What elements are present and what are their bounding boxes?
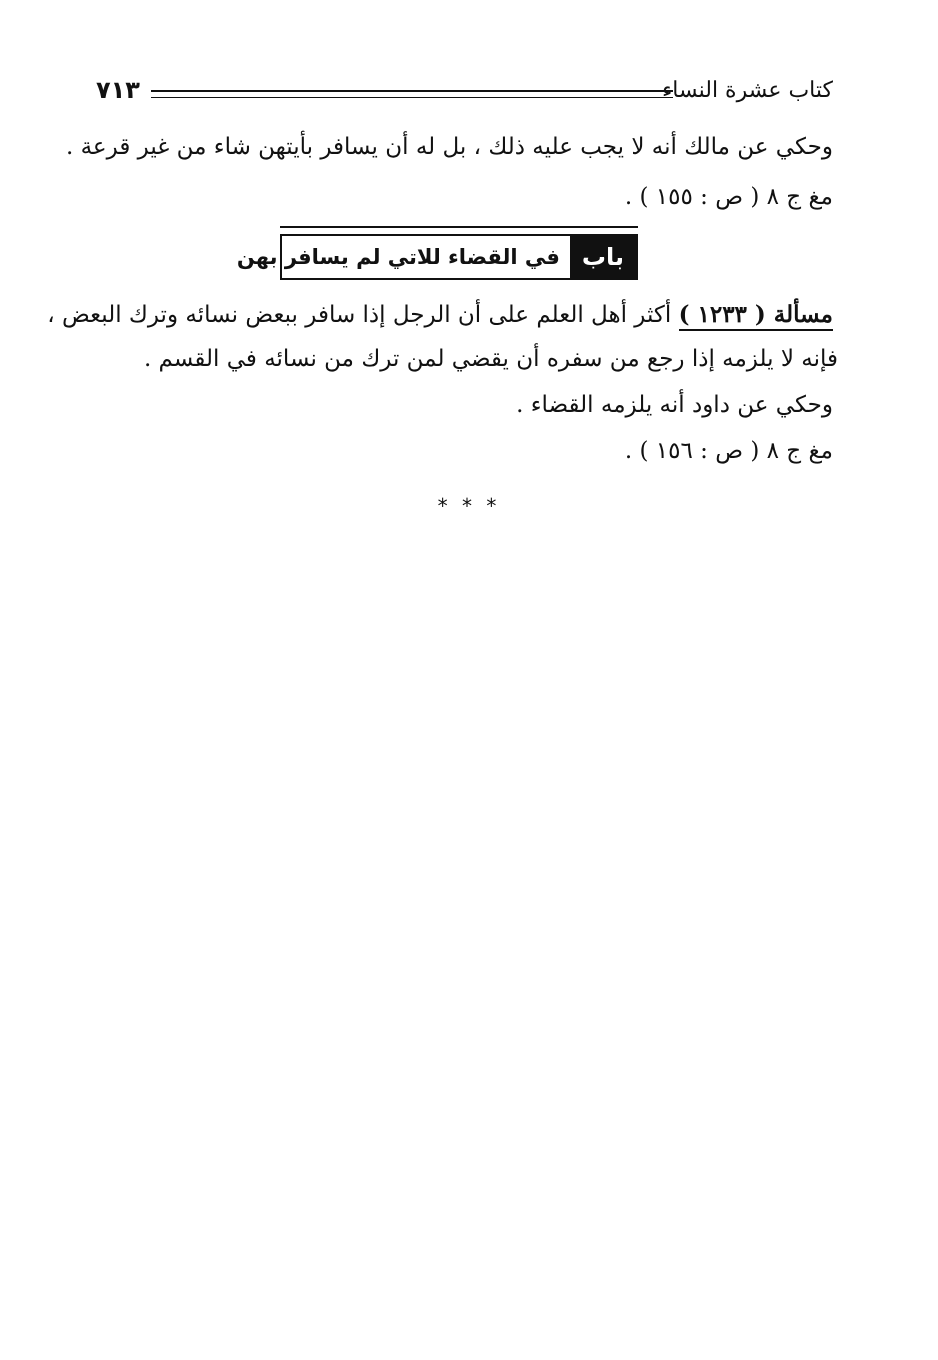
chapter-heading	[236, 226, 638, 280]
reference-line-1: مغ ج ٨ ( ص : ١٥٥ ) .	[624, 184, 833, 210]
section-separator: * * *	[437, 494, 501, 518]
page-number: ٧١٣	[96, 76, 140, 104]
issue-line	[47, 300, 833, 330]
issue-label: مسألة ( ١٢٣٣ )	[679, 301, 833, 331]
chapter-label: باب	[570, 236, 636, 278]
reference-line-2: مغ ج ٨ ( ص : ١٥٦ ) .	[624, 438, 833, 464]
chapter-box	[236, 234, 638, 280]
chapter-title: في القضاء للاتي لم يسافر بهن	[236, 245, 560, 269]
chapter-top-rule	[280, 226, 638, 228]
text-line-1: وحكي عن مالك أنه لا يجب عليه ذلك ، بل له أن يسافر بأيتهن شاء من غير قرعة .	[65, 134, 833, 160]
text-line-3: فإنه لا يلزمه إذا رجع من سفره أن يقضي لمن ترك من نسائه في القسم .	[143, 346, 838, 372]
issue-text: أكثر أهل العلم على أن الرجل إذا سافر ببعض نسائه وترك البعض ،	[47, 302, 672, 328]
running-title: كتاب عشرة النساء	[661, 78, 833, 103]
text-line-4: وحكي عن داود أنه يلزمه القضاء .	[516, 392, 833, 418]
header-double-rule	[151, 90, 673, 98]
page-header	[96, 76, 833, 110]
